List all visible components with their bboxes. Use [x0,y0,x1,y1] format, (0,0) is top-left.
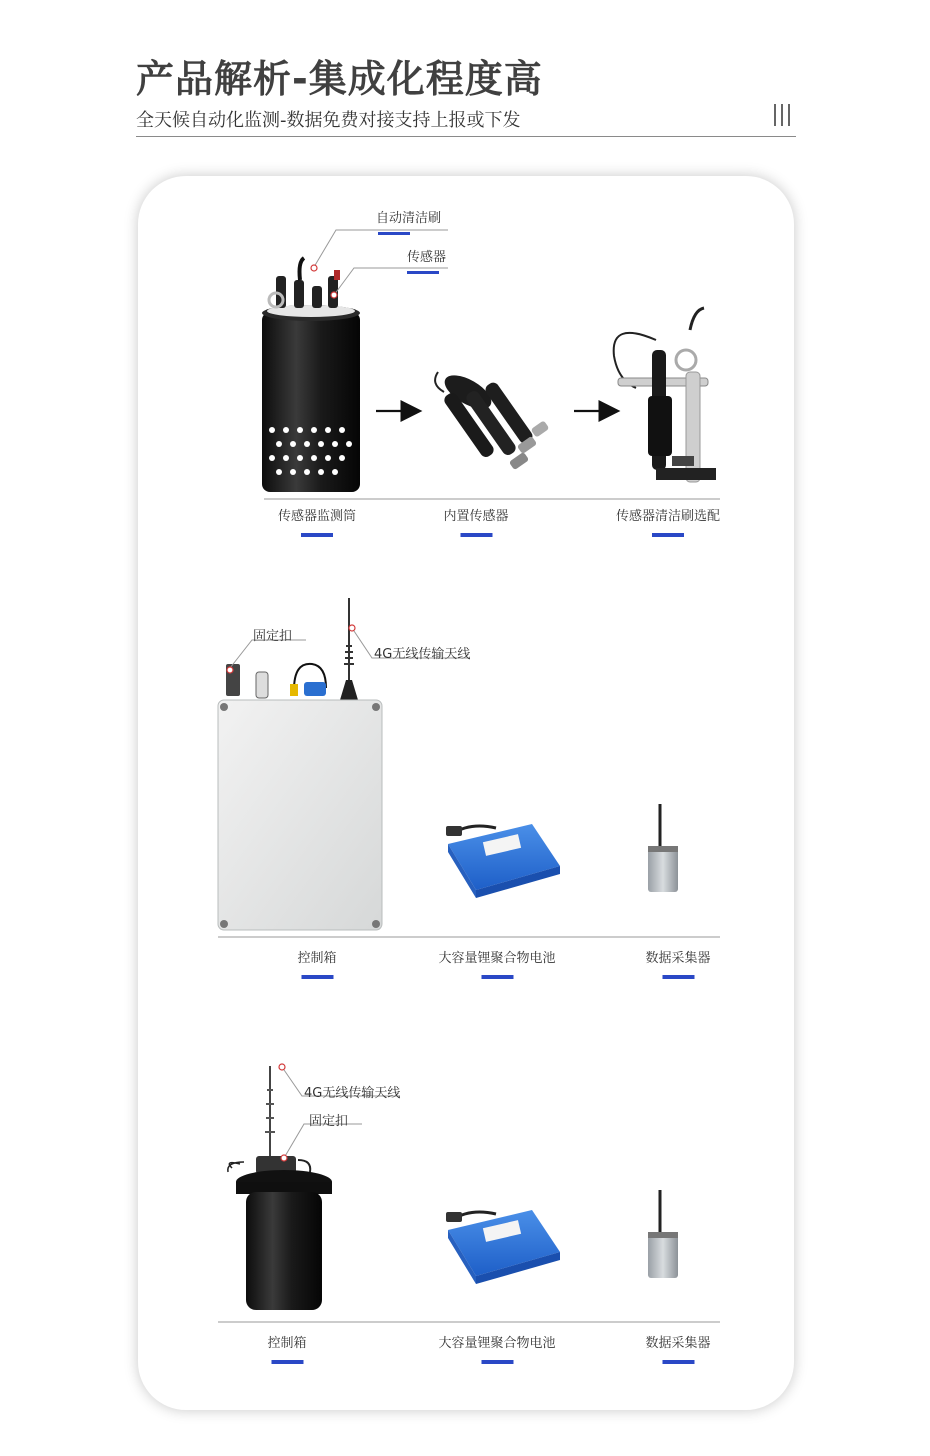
data-collector-image-2 [648,1190,678,1278]
builtin-sensor-image [435,369,549,471]
caption-control-box: 控制箱 [297,947,336,979]
callout-brush: 自动清洁刷 [376,207,441,235]
caption-builtin-sensor: 内置传感器 [443,505,508,537]
callout-antenna-2: 4G无线传输天线 [304,1086,401,1101]
data-collector-image [648,804,678,892]
battery-image-2 [446,1210,560,1284]
caption-data-collector-2: 数据采集器 [645,1332,710,1364]
control-box-image [218,598,382,930]
callout-clip-2: 固定扣 [309,1114,349,1129]
page-title: 产品解析-集成化程度高 [136,57,543,101]
callout-clip: 固定扣 [253,629,293,644]
control-barrel-image [228,1066,332,1310]
caption-control-barrel: 控制箱 [267,1332,306,1364]
caption-sensor-cylinder: 传感器监测筒 [278,505,356,537]
caption-brush-option: 传感器清洁刷选配 [616,505,720,537]
sensor-cylinder-image [262,258,360,492]
caption-battery-2: 大容量锂聚合物电池 [438,1332,555,1364]
caption-battery: 大容量锂聚合物电池 [438,947,555,979]
callout-sensor: 传感器 [407,246,446,274]
sensor-brush-image [614,308,716,482]
battery-image [446,824,560,898]
page-subtitle: 全天候自动化监测-数据免费对接支持上报或下发 [136,110,521,131]
caption-data-collector: 数据采集器 [645,947,710,979]
callout-antenna: 4G无线传输天线 [374,647,471,662]
